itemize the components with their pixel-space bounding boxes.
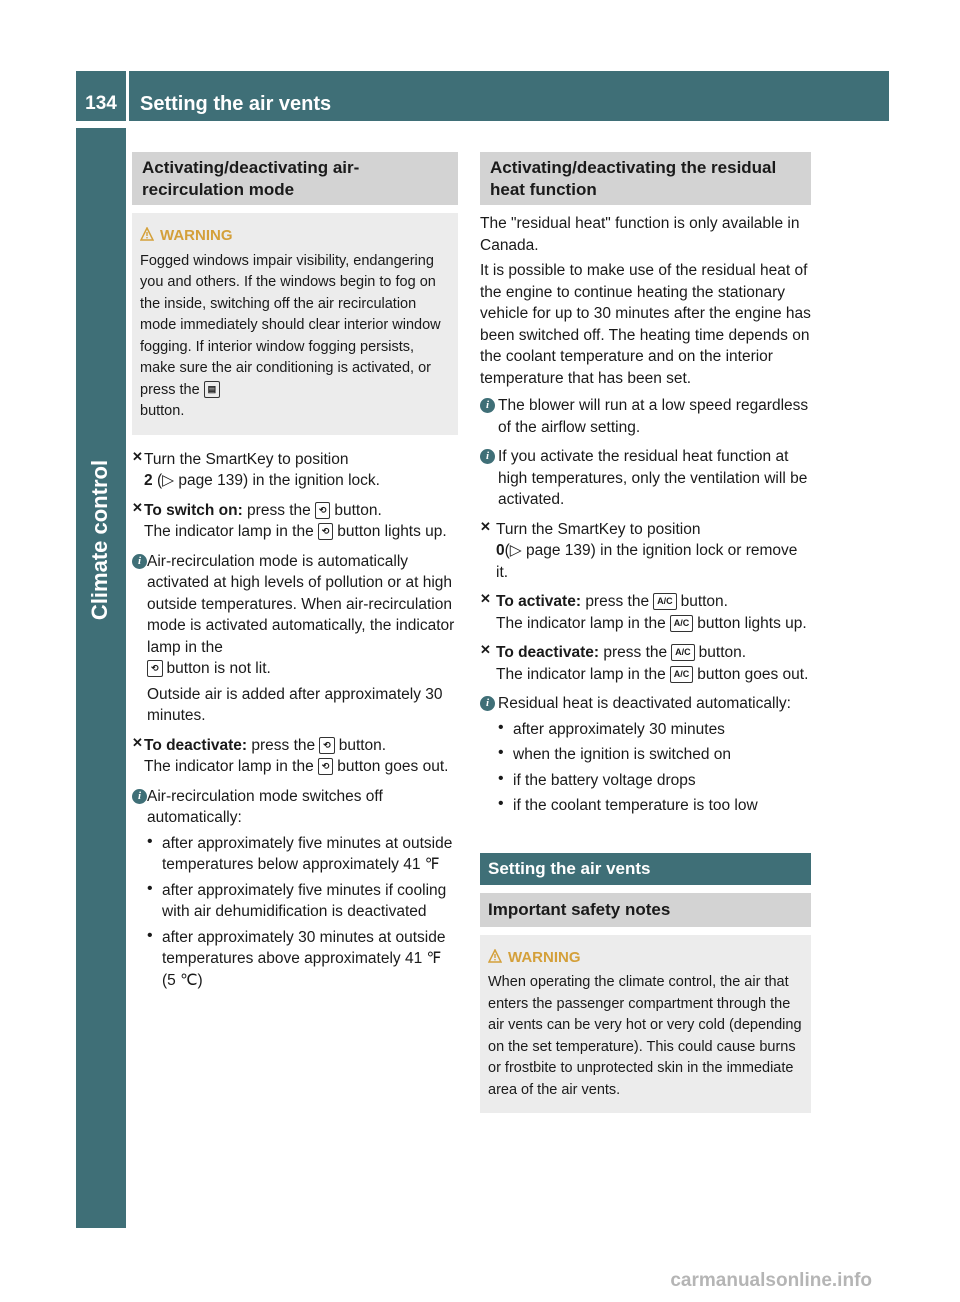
step-item xyxy=(480,519,811,584)
bullet-icon: • xyxy=(147,879,153,897)
paragraph: The "residual heat" function is only available in Canada. xyxy=(480,215,800,254)
info-note xyxy=(480,395,811,438)
info-icon: i xyxy=(132,789,147,804)
page-title: Setting the air vents xyxy=(140,93,332,115)
step-x-icon: ✕ xyxy=(480,518,491,534)
bullet-icon: • xyxy=(498,795,504,812)
info-icon: i xyxy=(480,398,495,413)
step-text: button. xyxy=(338,736,387,754)
warning-title xyxy=(508,947,803,969)
bullet-icon: • xyxy=(498,718,504,736)
step-text: press the xyxy=(247,501,311,519)
section-heading-safety-notes: Important safety notes xyxy=(480,893,811,927)
defrost-max-icon: ▤ xyxy=(204,381,221,398)
info-note xyxy=(480,693,811,817)
warning-triangle-icon xyxy=(140,227,154,241)
step-text: button goes out. xyxy=(697,665,809,683)
step-text: button goes out. xyxy=(337,758,449,775)
info-icon: i xyxy=(132,554,147,569)
bullet-item xyxy=(498,719,811,741)
ac-rest-icon: A/C xyxy=(670,615,694,632)
info-text: Residual heat is deactivated automatically: xyxy=(498,695,791,712)
bullet-icon: • xyxy=(147,926,153,944)
step-label: To activate: xyxy=(496,593,581,610)
step-item xyxy=(132,449,458,492)
info-text: The blower will run at a low speed regardless of the airflow setting. xyxy=(498,397,809,436)
paragraph: It is possible to make use of the residual heat of the engine to continue heating the stationary vehicle for up to 30 minutes after the engine has been switched off. The heating time depends on the coolant temperature and on the interior temperature that has been set. xyxy=(480,262,811,387)
info-note xyxy=(132,551,458,727)
recirculation-icon: ⟲ xyxy=(315,502,331,519)
step-label: To switch on: xyxy=(144,501,243,519)
section-heading: Activating/deactivating the residual heat function xyxy=(480,152,811,205)
step-x-icon: ✕ xyxy=(480,642,491,657)
step-item xyxy=(132,735,458,778)
side-tab-label: Climate control xyxy=(87,459,112,621)
bullet-text: after approximately 30 minutes xyxy=(513,720,725,738)
recirculation-icon: ⟲ xyxy=(318,758,334,775)
info-note xyxy=(480,446,811,511)
step-text: press the xyxy=(603,644,668,661)
ac-rest-icon: A/C xyxy=(671,644,695,661)
step-position: 2 xyxy=(144,472,153,489)
bullet-item xyxy=(498,795,811,817)
bullet-item xyxy=(147,880,458,923)
info-text: Air-recirculation mode is automatically activated at high levels of pollution or at high outside temperatures. When air-recirculation mode is activated automatically, the indicator lamp in the xyxy=(147,552,455,656)
page-number: 134 xyxy=(85,93,117,114)
section-heading: Activating/deactivating air-recirculation mode xyxy=(132,152,458,205)
header-divider xyxy=(126,71,129,121)
warning-box xyxy=(480,935,811,1114)
step-label: To deactivate: xyxy=(144,736,248,754)
warning-body-end: button. xyxy=(140,403,185,419)
bullet-item xyxy=(147,833,458,876)
bullet-text: if the coolant temperature is too low xyxy=(513,797,758,814)
info-text: If you activate the residual heat function at high temperatures, only the ventilation will be activated. xyxy=(498,448,808,508)
step-rest: (▷ page 139) in the ignition lock. xyxy=(156,472,380,489)
bullet-item xyxy=(147,927,458,992)
info-text: Air-recirculation mode switches off automatically: xyxy=(147,787,383,826)
warning-title-text: WARNING xyxy=(508,948,581,966)
warning-body: Fogged windows impair visibility, endangering you and others. If the windows begin to fog on the inside, switching off the air recirculation mode immediately should clear interior window fogging. If interior window fogging persists, make sure the air conditioning is activated, or press the xyxy=(140,252,441,398)
step-text: button. xyxy=(334,501,382,519)
ac-rest-icon: A/C xyxy=(653,593,677,610)
info-text: button is not lit. xyxy=(166,660,271,677)
step-text: The indicator lamp in the xyxy=(496,665,666,683)
step-text: Turn the SmartKey to position xyxy=(496,520,701,538)
step-text: button lights up. xyxy=(697,614,807,632)
bullet-text: after approximately five minutes at outside temperatures below approximately 41 ℉ xyxy=(162,834,453,873)
step-x-icon: ✕ xyxy=(480,591,491,606)
step-item xyxy=(480,591,811,634)
watermark: carmanualsonline.info xyxy=(670,1270,872,1291)
section-heading-setting-air-vents: Setting the air vents xyxy=(480,853,811,885)
right-column xyxy=(480,152,811,1113)
page-header xyxy=(76,71,889,121)
step-text: The indicator lamp in the xyxy=(144,758,314,775)
bullet-item xyxy=(498,744,811,766)
ac-rest-icon: A/C xyxy=(670,666,694,683)
step-x-icon: ✕ xyxy=(132,734,143,750)
info-note xyxy=(132,786,458,992)
step-text: button. xyxy=(680,593,728,610)
bullet-text: if the battery voltage drops xyxy=(513,771,696,789)
warning-box xyxy=(132,213,458,435)
recirculation-icon: ⟲ xyxy=(318,523,334,540)
step-item xyxy=(132,500,458,543)
warning-body: When operating the climate control, the air that enters the passenger compartment through the air vents can be very hot or very cold (depending on the set temperature). This could cause burns or frostbite to unprotected skin in the immediate area of the air vents. xyxy=(488,974,802,1098)
recirculation-icon: ⟲ xyxy=(147,660,163,677)
step-rest: (▷ page 139) in the ignition lock or remove it. xyxy=(496,542,798,581)
step-item xyxy=(480,642,811,685)
step-x-icon: ✕ xyxy=(132,499,143,515)
bullet-text: when the ignition is switched on xyxy=(513,746,731,763)
step-text: press the xyxy=(251,736,316,754)
step-x-icon: ✕ xyxy=(132,448,143,464)
bullet-text: after approximately 30 minutes at outside temperatures above approximately 41 ℉ (5 ℃) xyxy=(162,928,446,989)
step-label: To deactivate: xyxy=(496,644,600,661)
step-text: button. xyxy=(698,644,747,661)
bullet-icon: • xyxy=(147,832,153,850)
bullet-icon: • xyxy=(498,769,504,787)
info-text: Outside air is added after approximately 30 minutes. xyxy=(147,685,443,724)
recirculation-icon: ⟲ xyxy=(319,737,335,754)
bullet-icon: • xyxy=(498,744,504,761)
step-text: The indicator lamp in the xyxy=(496,614,666,632)
step-text: button lights up. xyxy=(337,523,447,540)
step-text: Turn the SmartKey to position xyxy=(144,450,349,468)
step-text: The indicator lamp in the xyxy=(144,523,314,540)
left-column xyxy=(132,152,458,991)
warning-title-text: WARNING xyxy=(160,227,233,244)
side-tab xyxy=(76,128,126,1228)
warning-text xyxy=(140,251,450,423)
step-text: press the xyxy=(585,593,650,610)
warning-title xyxy=(160,225,450,247)
step-position: 0 xyxy=(496,542,505,559)
bullet-text: after approximately five minutes if cooling with air dehumidification is deactivated xyxy=(162,881,447,920)
info-icon: i xyxy=(480,449,495,464)
warning-triangle-icon xyxy=(488,949,502,963)
bullet-item xyxy=(498,770,811,792)
info-icon: i xyxy=(480,696,495,711)
